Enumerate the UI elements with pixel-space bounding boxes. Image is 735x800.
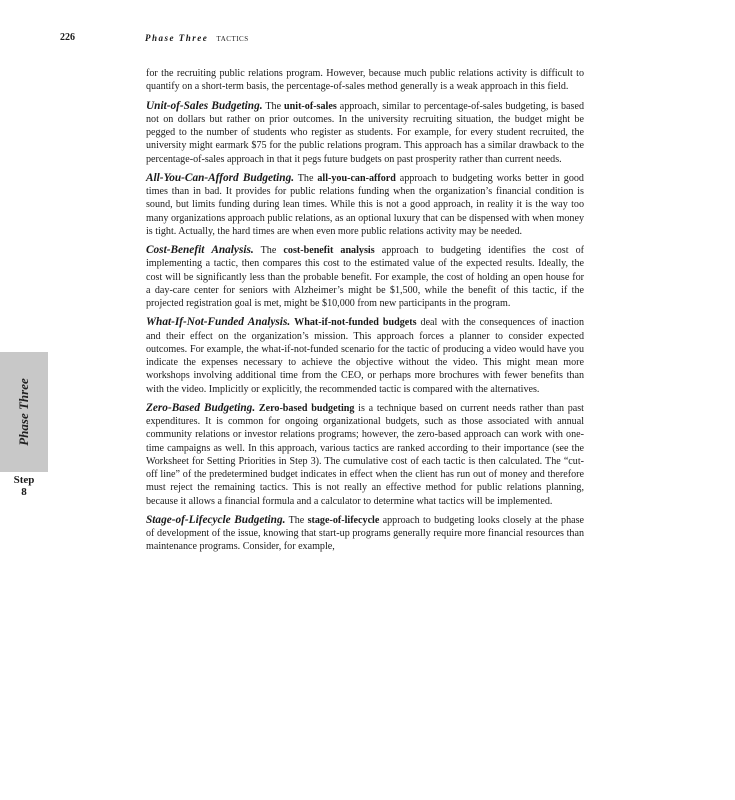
running-head — [145, 33, 249, 43]
paragraph-lead: The — [297, 172, 314, 184]
section-heading: Cost-Benefit Analysis. — [146, 244, 254, 256]
key-term: stage-of-lifecycle — [307, 514, 380, 526]
section-heading: Unit-of-Sales Budgeting. — [146, 99, 263, 112]
section-heading: Zero-Based Budgeting. — [146, 401, 256, 414]
paragraph-body: approach to budgeting identifies the cost of implementing a tactic, then compares this cost to the estimated value of the expected results. Ideally, the cost will be significantly less than the probable benefit. For example, the cost of holding an open house for a day-care center for seniors with Alzheimer’s might be $1,500, while the benefit of this tactic, if the projected registration goal is met, might be $10,000 from new participants in the program. — [146, 245, 584, 309]
paragraph-zero-based — [146, 402, 584, 508]
paragraph-body: is a technique based on current needs rather than past expenditures. It is common for ongoing organizational budgets, such as those associated with annual community relations or investor relations programs; however, the zero-based approach can work with one-time campaigns as well. In this approach, various tactics are ranked according to their importance (see the Worksheet for Setting Priorities in Step 3). The cumulative cost of each tactic is then calculated. The “cut-off line” of the predetermined budget indicates in effect when the client has run out of money and therefore must reject the remaining tactics. This is not really an effective method for public relations planning, because it allows a financial formula and a calculator to determine what tactics will be implemented. — [146, 402, 584, 507]
step-word: Step — [13, 474, 35, 486]
paragraph-unit-of-sales — [146, 100, 584, 166]
paragraph-lead: The — [265, 100, 282, 112]
paragraph-body: approach to budgeting looks closely at the phase of development of the issue, knowing that start-up programs generally require more financial resources than maintenance programs. Consider, for example, — [146, 514, 585, 553]
section-heading: What-If-Not-Funded Analysis. — [146, 316, 291, 329]
side-tab-label: Phase Three — [16, 378, 31, 446]
paragraph-body: approach to budgeting works better in good times than in bad. It provides for public relations funding when the organization’s financial condition is sound, but limits funding during lean times. While this is not a good approach, in reality it is the way too many organizations approach public relations, as an optional luxury that can be dispensed with when money is tight. Actually, the hard times are when even more public relations activity may be needed. — [146, 172, 584, 237]
running-head-section: TACTICS — [216, 35, 249, 43]
paragraph-body: deal with the consequences of inaction and their effect on the organization’s mission. This approach forces a planner to consider expected outcomes. For example, the what-if-not-funded scenario for the tactic of producing a video would have you indicate the expenses necessary to achieve the objective without the video. This might mean more workshops involving additional time from the CEO, or perhaps more brochures with fewer benefits than with the video. Implicitly or explicitly, the recommended tactic is compared with the alternatives. — [146, 317, 584, 395]
paragraph-lead: The — [260, 245, 277, 256]
main-text — [146, 67, 584, 560]
section-heading: Stage-of-Lifecycle Budgeting. — [146, 513, 286, 526]
key-term: What-if-not-funded budgets — [294, 317, 417, 329]
phase-side-tab — [0, 352, 48, 472]
running-head-phase: Phase Three — [145, 33, 209, 43]
section-heading: All-You-Can-Afford Budgeting. — [146, 171, 295, 184]
paragraph-all-you-can-afford — [146, 172, 584, 238]
paragraph-body: approach, similar to percentage-of-sales budgeting, is based not on dollars but rather on prior outcomes. In the university recruiting situation, the budget might be pegged to the number of students who register as students. For example, for every student recruited, the university might earmark $75 for the public relations program. This approach has a similar drawback to the percentage-of-sales approach in that it pegs future budgets on past prosperity rather than current needs. — [146, 100, 584, 165]
step-number: 8 — [21, 486, 27, 498]
page-number: 226 — [60, 32, 75, 43]
step-label — [0, 474, 48, 498]
paragraph-continuation — [146, 67, 584, 94]
paragraph-stage-of-lifecycle — [146, 514, 584, 554]
paragraph-what-if-not-funded — [146, 316, 584, 396]
key-term: cost-benefit analysis — [283, 245, 375, 256]
paragraph-body: for the recruiting public relations program. However, because much public relations activity is difficult to quantify on a short-term basis, the percentage-of-sales method generally is a weak approach in this field. — [146, 68, 584, 93]
paragraph-cost-benefit — [146, 244, 584, 310]
key-term: Zero-based budgeting — [258, 402, 355, 414]
key-term: all-you-can-afford — [317, 172, 396, 184]
key-term: unit-of-sales — [284, 100, 337, 112]
paragraph-lead: The — [288, 514, 305, 526]
